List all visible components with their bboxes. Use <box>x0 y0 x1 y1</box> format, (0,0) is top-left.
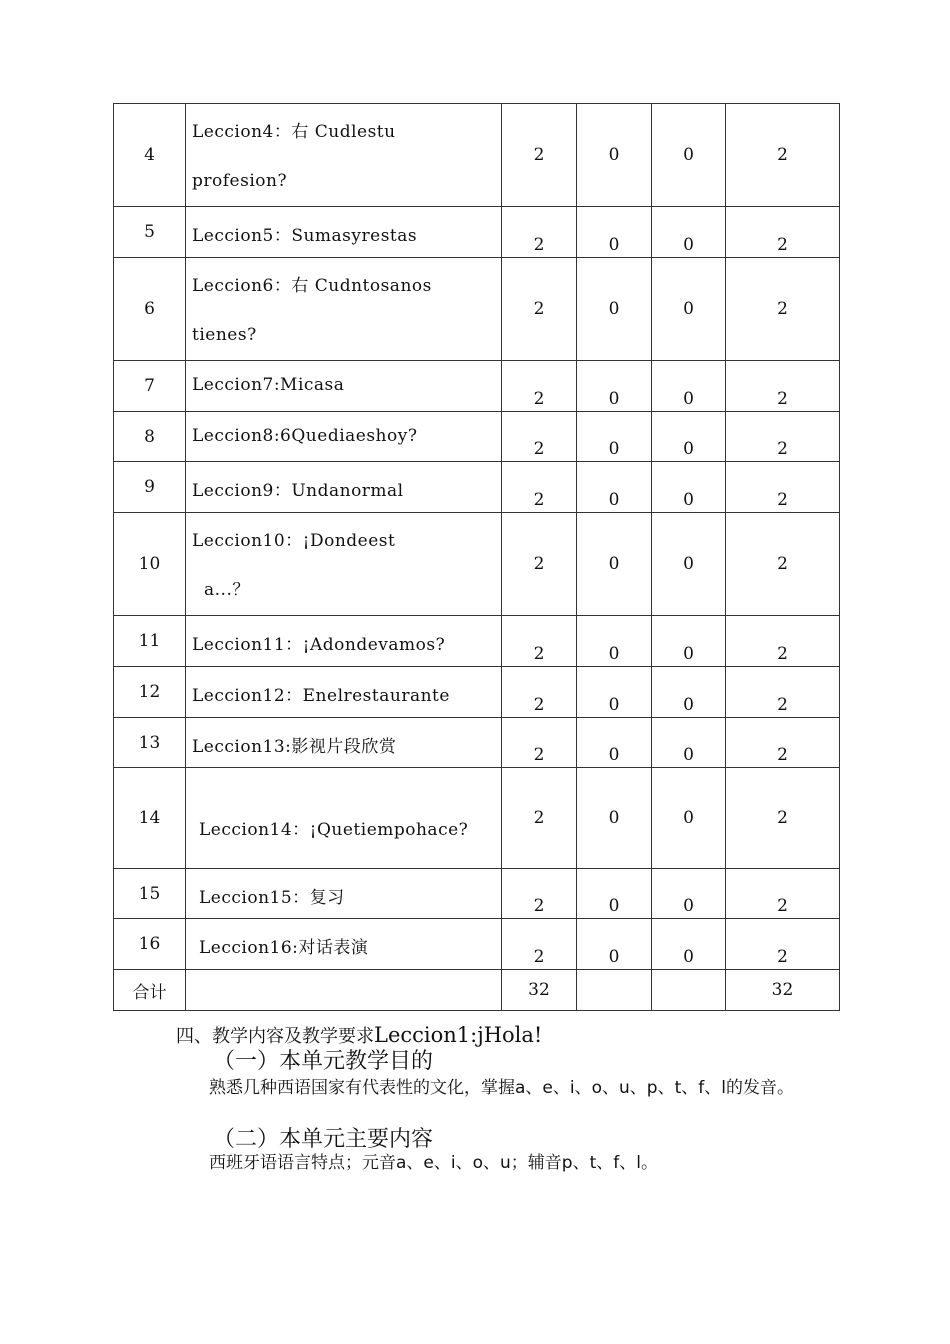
hours-col2: 0 <box>577 667 652 718</box>
hours-col2: 0 <box>577 412 652 462</box>
lesson-number: 16 <box>114 919 186 970</box>
hours-col2: 0 <box>577 919 652 970</box>
lesson-title-line1: Leccion10：¡Dondeest <box>192 531 396 551</box>
table-row <box>114 513 840 616</box>
hours-col3: 0 <box>652 718 726 768</box>
lesson-number: 7 <box>114 361 186 412</box>
hours-total: 2 <box>502 616 577 667</box>
hours-col3: 0 <box>652 616 726 667</box>
lesson-title-line2: a...？ <box>204 580 250 600</box>
hours-col3: 0 <box>652 667 726 718</box>
lesson-title-line2: profesion? <box>192 171 288 191</box>
hours-col4: 2 <box>726 104 840 207</box>
hours-total: 2 <box>502 869 577 919</box>
hours-total: 2 <box>502 513 577 616</box>
total-empty-cell <box>577 970 652 1011</box>
hours-col3: 0 <box>652 869 726 919</box>
hours-col3: 0 <box>652 513 726 616</box>
hours-col4: 2 <box>726 258 840 361</box>
lesson-number: 9 <box>114 462 186 513</box>
hours-col4: 2 <box>726 718 840 768</box>
lesson-title <box>186 513 502 616</box>
table-row <box>114 667 840 718</box>
lesson-number: 4 <box>114 104 186 207</box>
lesson-title: Leccion9：Undanormal <box>186 462 502 513</box>
lesson-number: 8 <box>114 412 186 462</box>
lesson-number: 15 <box>114 869 186 919</box>
lesson-title: Leccion11：¡Adondevamos? <box>186 616 502 667</box>
table-row <box>114 919 840 970</box>
hours-col3: 0 <box>652 207 726 258</box>
lesson-title-line2: tienes? <box>192 325 257 345</box>
hours-total: 2 <box>502 718 577 768</box>
section-heading-lesson: Leccion1:jHola! <box>374 1023 543 1047</box>
hours-col4: 2 <box>726 412 840 462</box>
subsection-heading-purpose: （一）本单元教学目的 <box>213 1049 434 1074</box>
lesson-title: Leccion13:影视片段欣赏 <box>186 718 502 768</box>
table-row <box>114 869 840 919</box>
hours-col4: 2 <box>726 919 840 970</box>
hours-col4: 2 <box>726 616 840 667</box>
lesson-title <box>186 104 502 207</box>
hours-col2: 0 <box>577 104 652 207</box>
lesson-number: 13 <box>114 718 186 768</box>
table-row <box>114 616 840 667</box>
hours-col2: 0 <box>577 718 652 768</box>
table-row <box>114 258 840 361</box>
hours-total: 2 <box>502 667 577 718</box>
hours-col2: 0 <box>577 361 652 412</box>
hours-total: 2 <box>502 768 577 869</box>
lesson-title: Leccion15：复习 <box>186 869 502 919</box>
hours-col4: 2 <box>726 768 840 869</box>
hours-col4: 2 <box>726 667 840 718</box>
hours-total: 2 <box>502 361 577 412</box>
hours-col2: 0 <box>577 513 652 616</box>
hours-col3: 0 <box>652 258 726 361</box>
hours-col3: 0 <box>652 919 726 970</box>
lesson-number: 11 <box>114 616 186 667</box>
lesson-title: Leccion12：Enelrestaurante <box>186 667 502 718</box>
lesson-title: Leccion8:6Quediaeshoy? <box>186 412 502 462</box>
subsection-heading-content: （二）本单元主要内容 <box>213 1127 434 1152</box>
total-empty-cell <box>186 970 502 1011</box>
hours-col3: 0 <box>652 462 726 513</box>
hours-total: 2 <box>502 104 577 207</box>
lesson-title <box>186 258 502 361</box>
total-label: 合计 <box>114 970 186 1011</box>
lesson-number: 14 <box>114 768 186 869</box>
total-empty-cell <box>652 970 726 1011</box>
lesson-number: 5 <box>114 207 186 258</box>
hours-total: 2 <box>502 412 577 462</box>
hours-col2: 0 <box>577 768 652 869</box>
hours-col4: 2 <box>726 869 840 919</box>
paragraph-purpose: 熟悉几种西语国家有代表性的文化，掌握a、e、i、o、u、p、t、f、l的发音。 <box>209 1078 794 1098</box>
lesson-number: 12 <box>114 667 186 718</box>
table-row <box>114 361 840 412</box>
table-row <box>114 768 840 869</box>
table-row <box>114 462 840 513</box>
course-schedule-table <box>113 103 840 1011</box>
hours-col3: 0 <box>652 361 726 412</box>
hours-col4: 2 <box>726 361 840 412</box>
lesson-title: Leccion5：Sumasyrestas <box>186 207 502 258</box>
lesson-title: Leccion7:Micasa <box>186 361 502 412</box>
hours-col2: 0 <box>577 616 652 667</box>
table-row <box>114 207 840 258</box>
paragraph-content: 西班牙语语言特点；元音a、e、i、o、u；辅音p、t、f、l。 <box>209 1153 658 1173</box>
section-heading-zh: 四、教学内容及教学要求 <box>176 1026 374 1047</box>
lesson-title: Leccion16:对话表演 <box>186 919 502 970</box>
hours-col4: 2 <box>726 462 840 513</box>
hours-col3: 0 <box>652 104 726 207</box>
lesson-number: 6 <box>114 258 186 361</box>
total-hours-col4: 32 <box>726 970 840 1011</box>
hours-total: 2 <box>502 258 577 361</box>
hours-col4: 2 <box>726 207 840 258</box>
lesson-title-line1: Leccion6：右 Cudntosanos <box>192 276 432 296</box>
lesson-title-line1: Leccion4：右 Cudlestu <box>192 122 396 142</box>
table-row <box>114 412 840 462</box>
hours-col2: 0 <box>577 207 652 258</box>
hours-total: 2 <box>502 919 577 970</box>
hours-total: 2 <box>502 207 577 258</box>
hours-col2: 0 <box>577 258 652 361</box>
table-row <box>114 104 840 207</box>
hours-col2: 0 <box>577 869 652 919</box>
hours-col2: 0 <box>577 462 652 513</box>
hours-total: 2 <box>502 462 577 513</box>
total-hours: 32 <box>502 970 577 1011</box>
hours-col3: 0 <box>652 768 726 869</box>
hours-col3: 0 <box>652 412 726 462</box>
hours-col4: 2 <box>726 513 840 616</box>
table-row <box>114 718 840 768</box>
lesson-number: 10 <box>114 513 186 616</box>
lesson-title: Leccion14：¡Quetiempohace? <box>186 768 502 869</box>
table-total-row <box>114 970 840 1011</box>
